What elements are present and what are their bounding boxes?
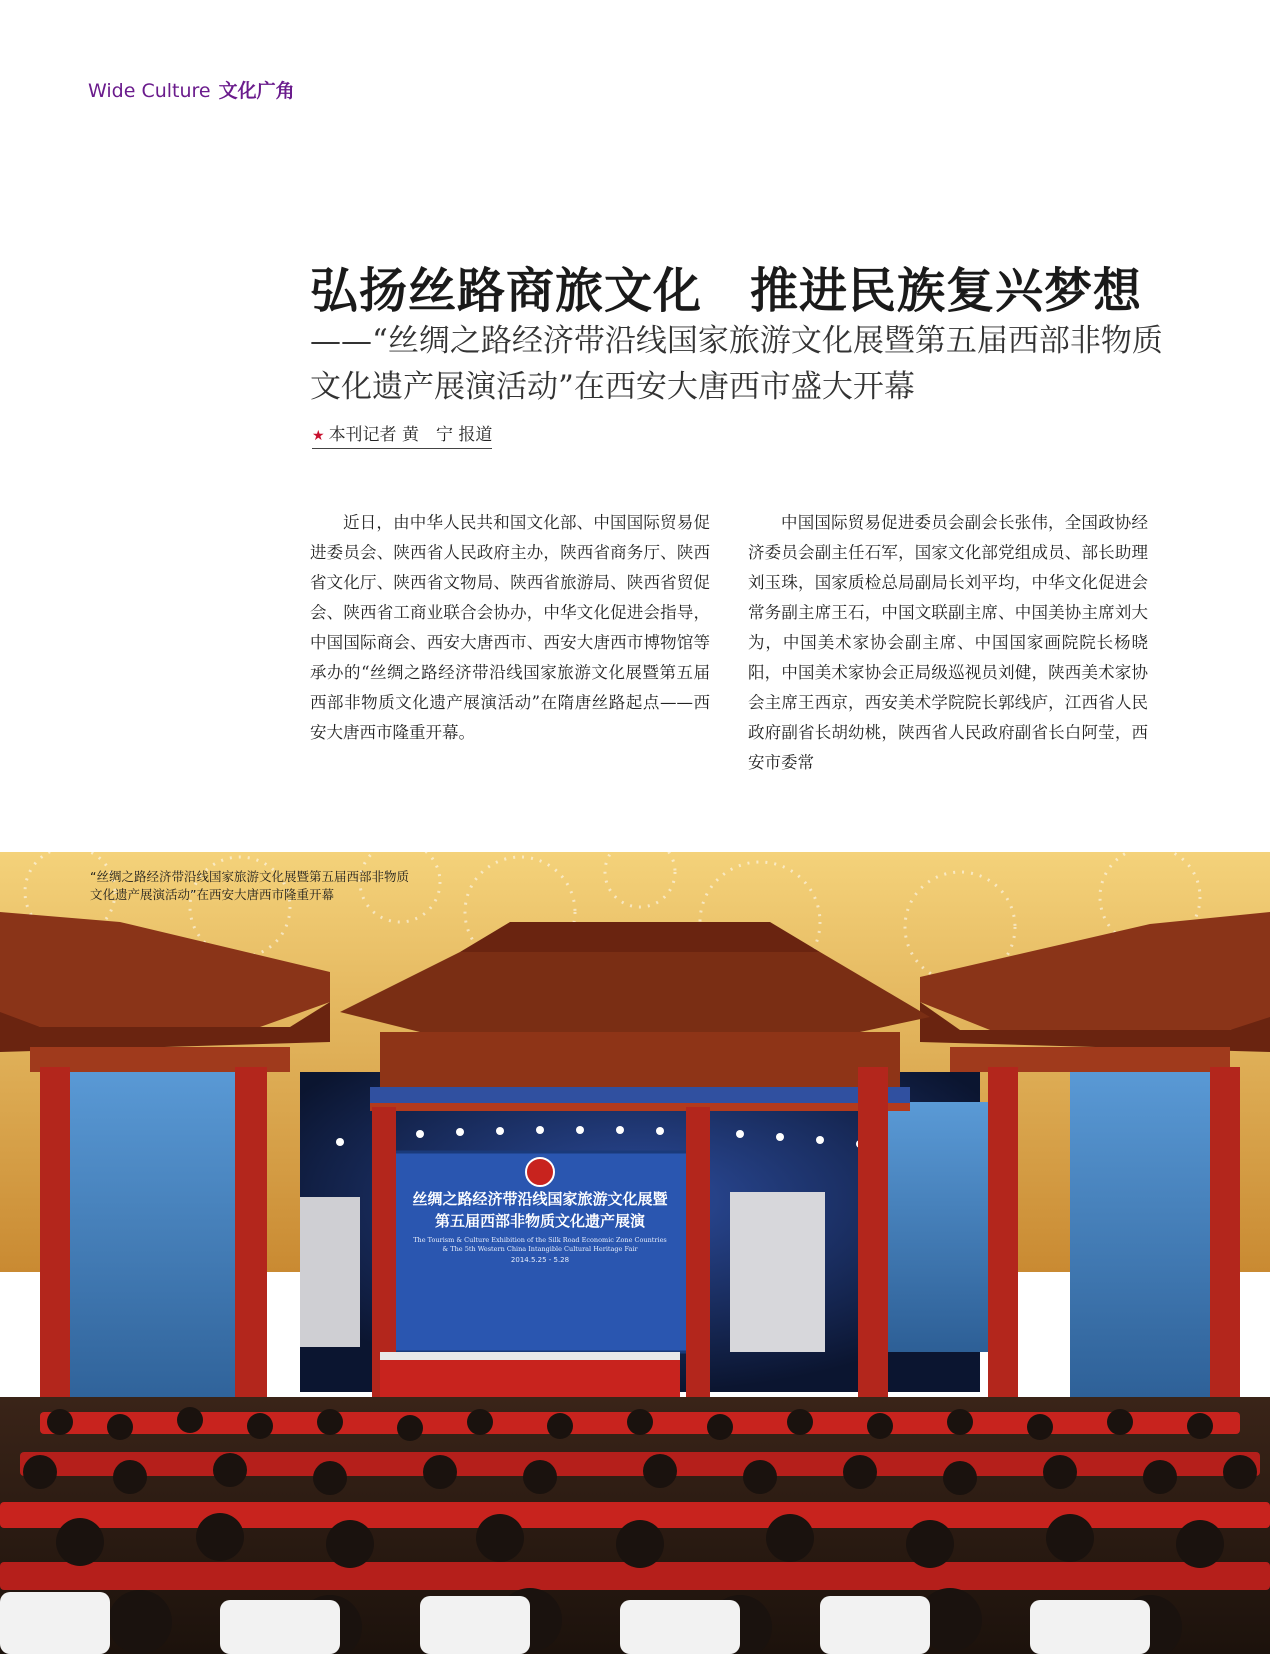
caption-line-1: “丝绸之路经济带沿线国家旅游文化展暨第五届西部非物质	[90, 869, 409, 884]
paragraph-2: 中国国际贸易促进委员会副会长张伟，全国政协经济委员会副主任石军，国家文化部党组成员、部长助理刘玉珠，国家质检总局副局长刘平均，中华文化促进会常务副主席王石，中国文联副主席、中国美协主席刘大为，中国美术家协会副主席、中国国家画院院长杨晓阳，中国美术家协会正局级巡视员刘健，陕西美术家协会主席王西京，西安美术学院院长郭线庐，江西省人民政府副省长胡幼桃，陕西省人民政府副省长白阿莹，西安市委常	[748, 513, 1148, 772]
banner-date: 2014.5.25 - 5.28	[510, 1256, 570, 1264]
banner-title-2: 第五届西部非物质文化遗产展演	[434, 1212, 646, 1230]
title-part-1: 弘扬丝路商旅文化	[310, 263, 703, 319]
star-icon: ★	[312, 428, 325, 444]
banner-en-1: The Tourism & Culture Exhibition of the Silk Road Economic Zone Countries	[413, 1236, 667, 1244]
article-subtitle: ——“丝绸之路经济带沿线国家旅游文化展暨第五届西部非物质文化遗产展演活动”在西安大唐西市盛大开幕	[310, 323, 1163, 405]
article-title	[310, 252, 1210, 321]
byline-text: 本刊记者 黄 宁 报道	[328, 425, 493, 445]
body-column-right	[748, 508, 1148, 778]
title-part-2: 推进民族复兴梦想	[750, 263, 1143, 319]
section-header	[88, 76, 295, 103]
caption-line-2: 文化遗产展演活动”在西安大唐西市隆重开幕	[90, 887, 334, 902]
banner-title-1: 丝绸之路经济带沿线国家旅游文化展暨	[412, 1190, 668, 1208]
section-label-en: Wide Culture	[88, 80, 211, 102]
banner-en-2: & The 5th Western China Intangible Cultural Heritage Fair	[442, 1245, 638, 1253]
body-column-left	[310, 508, 710, 748]
paragraph-1: 近日，由中华人民共和国文化部、中国国际贸易促进委员会、陕西省人民政府主办，陕西省商务厅、陕西省文化厅、陕西省文物局、陕西省旅游局、陕西省贸促会、陕西省工商业联合会协办，中华文化促进会指导，中国国际商会、西安大唐西市、西安大唐西市博物馆等承办的“丝绸之路经济带沿线国家旅游文化展暨第五届西部非物质文化遗产展演活动”在隋唐丝路起点——西安大唐西市隆重开幕。	[310, 513, 710, 742]
event-photo	[0, 852, 1270, 1654]
photo-caption	[90, 868, 510, 904]
section-label-cn: 文化广角	[218, 80, 295, 102]
byline	[312, 420, 492, 449]
event-photo-illustration	[0, 852, 1270, 1654]
